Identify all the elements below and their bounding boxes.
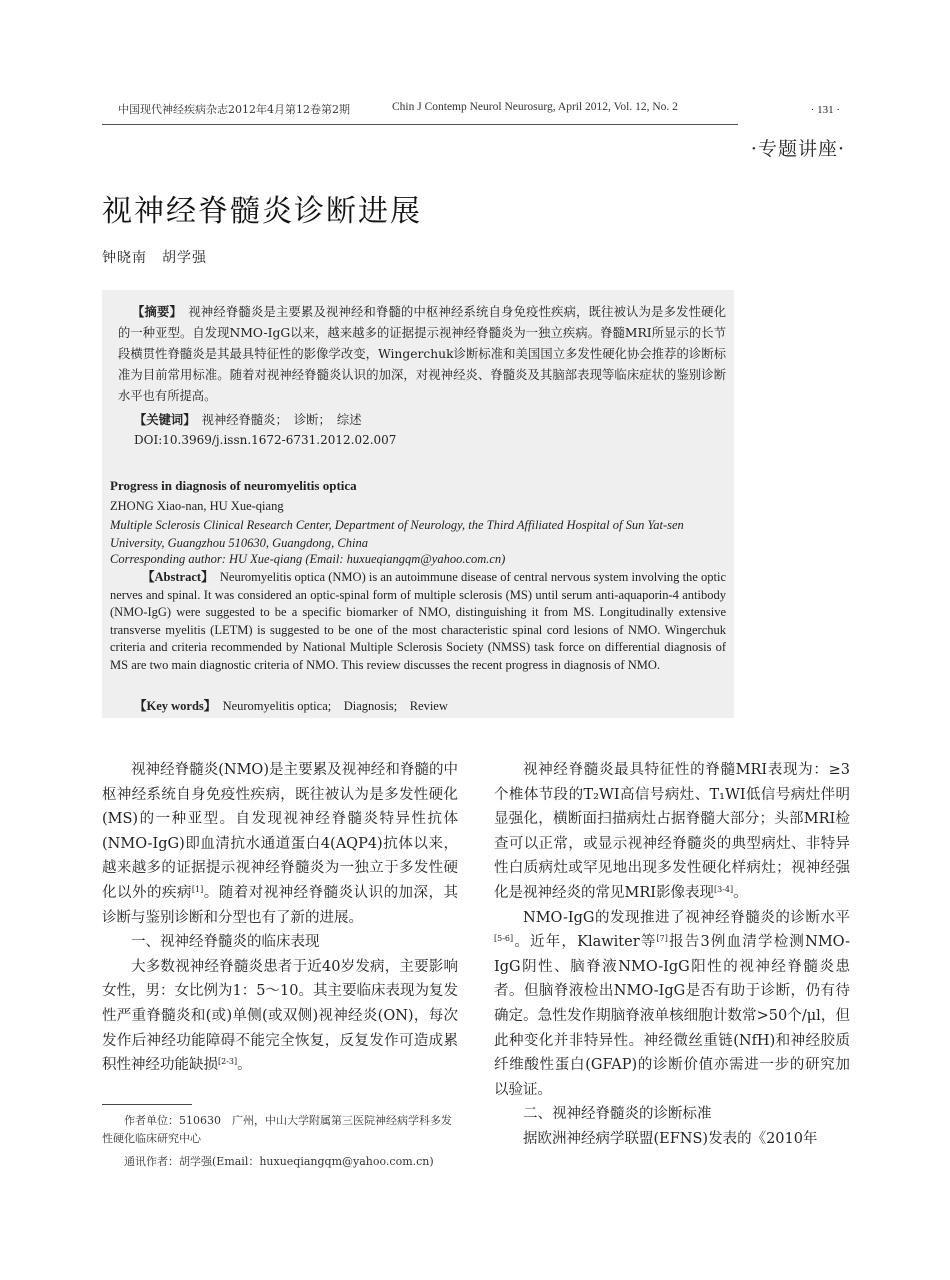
section-heading: 一、视神经脊髓炎的临床表现 xyxy=(131,934,320,951)
english-affiliation: Multiple Sclerosis Clinical Research Center, Department of Neurology, the Third Affiliated Hospital of Sun Yat-sen University, Guangzhou 510630, Guangdong, China xyxy=(110,518,684,550)
running-head-journal-en: Chin J Contemp Neurol Neurosurg, April 2012, Vol. 12, No. 2 xyxy=(392,101,678,113)
citation: [5-6] xyxy=(494,934,514,944)
abstract-cn xyxy=(118,301,726,407)
article-title: 视神经脊髓炎诊断进展 xyxy=(102,194,422,229)
citation: [3-4] xyxy=(714,884,734,894)
abstract-en-label: 【Abstract】 xyxy=(142,570,208,584)
footnote-affiliation: 作者单位：510630 广州，中山大学附属第三医院神经病学科多发性硬化临床研究中心 xyxy=(102,1114,452,1145)
footnote-contact: 通讯作者：胡学强(Email：huxueqiangqm@yahoo.com.cn) xyxy=(124,1155,434,1168)
section-heading: 二、视神经脊髓炎的诊断标准 xyxy=(523,1106,712,1123)
abstract-en-text: Neuromyelitis optica (NMO) is an autoimmune disease of central nervous system involving the optic nerves and spinal. It was considered an optic-spinal form of multiple sclerosis (MS) until serum anti-aquaporin-4 antibody (NMO-IgG) were suggested to be a specific biomarker of NMO, distinguishing it from MS. Longitudinally extensive transverse myelitis (LETM) is suggested to be one of the most characteristic spinal cord lesions of NMO. Wingerchuk criteria and criteria recommended by National Multiple Sclerosis Society (NMSS) task force on differential diagnosis of MS are two main diagnostic criteria of NMO. This review discusses the recent progress in diagnosis of NMO. xyxy=(110,570,726,672)
article-authors: 钟晓南 胡学强 xyxy=(102,250,207,266)
citation: [1] xyxy=(191,884,204,894)
body-column-left xyxy=(102,758,458,1078)
body-paragraph: 大多数视神经脊髓炎患者于近40岁发病，主要影响女性，男：女比例为1：5～10。其主要临床表现为复发性严重脊髓炎和(或)单侧(或双侧)视神经炎(ON)，每次发作后神经功能障碍不能完全恢复，反复发作可造成累积性神经功能缺损[2-3]。 xyxy=(102,958,458,1074)
english-authors: ZHONG Xiao-nan, HU Xue-qiang xyxy=(110,499,284,513)
keywords-cn-label: 【关键词】 xyxy=(134,412,190,427)
keywords-en-text: Neuromyelitis optica; Diagnosis; Review xyxy=(222,699,448,713)
section-label: ·专题讲座· xyxy=(750,138,845,160)
footnote-rule xyxy=(102,1104,192,1105)
english-title: Progress in diagnosis of neuromyelitis optica xyxy=(110,478,357,493)
running-head-journal-cn: 中国现代神经疾病杂志2012年4月第12卷第2期 xyxy=(118,103,350,116)
doi: DOI:10.3969/j.issn.1672-6731.2012.02.007 xyxy=(134,433,397,447)
body-paragraph: 视神经脊髓炎最具特征性的脊髓MRI表现为：≥3个椎体节段的T₂WI高信号病灶、T₁WI低信号病灶伴明显强化，横断面扫描病灶占据脊髓大部分；头部MRI检查可以正常，或显示视神经脊髓炎的典型病灶、非特异性白质病灶或罕见地出现多发性硬化样病灶；视神经强化是视神经炎的常见MRI影像表现[3-4]。 xyxy=(494,762,850,901)
abstract-en xyxy=(110,569,726,675)
keywords-cn-text: 视神经脊髓炎； 诊断； 综述 xyxy=(201,413,362,427)
body-paragraph: NMO-IgG的发现推进了视神经脊髓炎的诊断水平[5-6]。近年，Klawiter等[7]报告3例血清学检测NMO-IgG阴性、脑脊液NMO-IgG阳性的视神经脊髓炎患者。但脑脊液检出NMO-IgG是否有助于诊断，仍有待确定。急性发作期脑脊液单核细胞计数常>50个/μl，但此种变化并非特异性。神经微丝重链(NfH)和神经胶质纤维酸性蛋白(GFAP)的诊断价值亦需进一步的研究加以验证。 xyxy=(494,909,850,1098)
keywords-en-label: 【Key words】 xyxy=(134,699,211,713)
abstract-cn-label: 【摘要】 xyxy=(132,304,176,319)
body-paragraph: 视神经脊髓炎(NMO)是主要累及视神经和脊髓的中枢神经系统自身免疫性疾病，既往被认为是多发性硬化(MS)的一种亚型。自发现视神经脊髓炎特异性抗体(NMO-IgG)即血清抗水通道蛋白4(AQP4)抗体以来，越来越多的证据提示视神经脊髓炎为一独立于多发性硬化以外的疾病[1]。随着对视神经脊髓炎认识的加深，其诊断与鉴别诊断和分型也有了新的进展。 xyxy=(102,762,459,926)
citation: [2-3] xyxy=(218,1057,238,1067)
header-rule xyxy=(102,124,738,125)
corresponding-author: Corresponding author: HU Xue-qiang (Email: huxueqiangqm@yahoo.com.cn) xyxy=(110,552,506,566)
abstract-cn-text: 视神经脊髓炎是主要累及视神经和脊髓的中枢神经系统自身免疫性疾病，既往被认为是多发性硬化的一种亚型。自发现NMO-IgG以来，越来越多的证据提示视神经脊髓炎为一独立疾病。脊髓MRI所显示的长节段横贯性脊髓炎是其最具特征性的影像学改变，Wingerchuk诊断标准和美国国立多发性硬化协会推荐的诊断标准为目前常用标准。随着对视神经脊髓炎认识的加深，对视神经炎、脊髓炎及其脑部表现等临床症状的鉴别诊断水平也有所提高。 xyxy=(118,305,726,403)
body-column-right xyxy=(494,758,850,1152)
page-number: · 131 · xyxy=(810,104,840,116)
keywords-en xyxy=(134,696,448,714)
citation: [7] xyxy=(656,934,668,944)
keywords-cn xyxy=(134,410,362,428)
body-paragraph: 据欧洲神经病学联盟(EFNS)发表的《2010年 xyxy=(523,1130,818,1147)
